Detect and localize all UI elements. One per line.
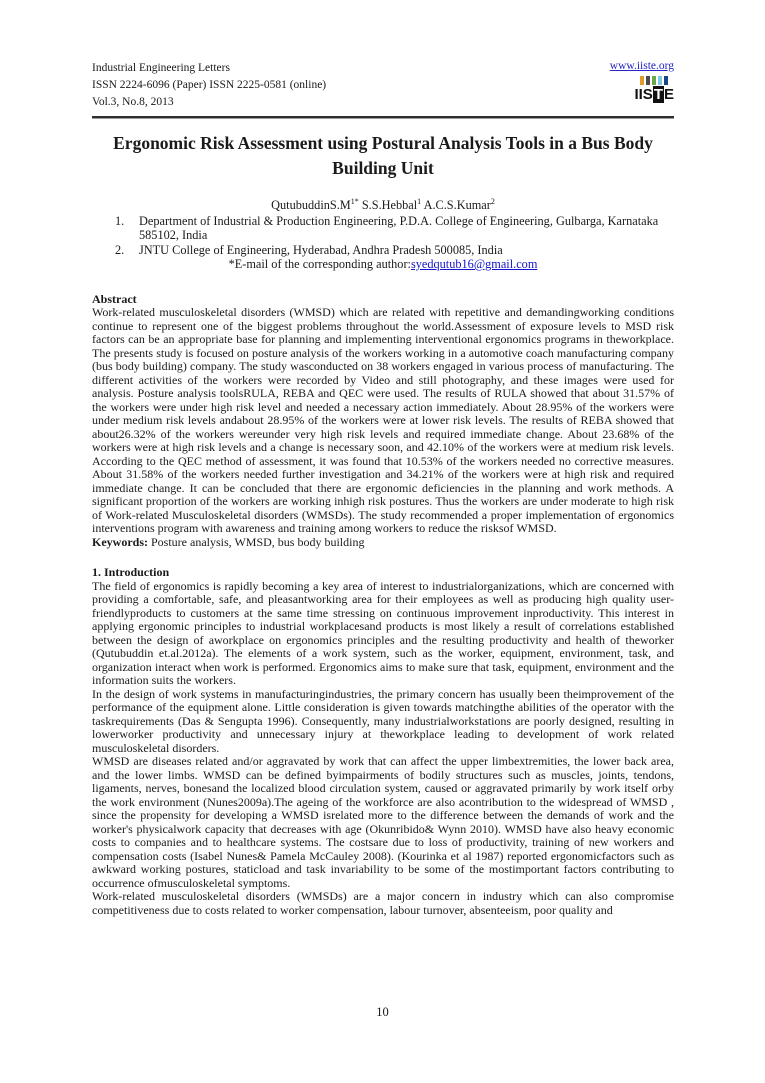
- affiliation-item-2: [92, 243, 674, 258]
- journal-name: Industrial Engineering Letters: [92, 62, 230, 74]
- keywords-label: Keywords:: [92, 534, 148, 549]
- authors-line: [92, 198, 674, 213]
- abstract-heading: Abstract: [92, 291, 137, 306]
- journal-header: [92, 60, 674, 111]
- intro-paragraph-4: Work-related musculoskeletal disorders (WMSDs) are a major concern in industry which can also compromise competitiveness due to costs related to worker compensation, labour turnover, absenteeism, poor quality and: [92, 889, 674, 917]
- keywords-line: [92, 536, 674, 550]
- iiste-logo-text: [634, 86, 674, 103]
- logo-text-mid: T: [653, 86, 663, 103]
- author-superscript-2: 1: [417, 196, 422, 206]
- issn-line: ISSN 2224-6096 (Paper) ISSN 2225-0581 (online): [92, 79, 327, 91]
- affiliation-item-1: [92, 214, 674, 243]
- corresponding-email-label: *E-mail of the corresponding author:: [228, 257, 411, 271]
- author-name-1: QutubuddinS.M: [271, 198, 351, 212]
- intro-paragraph-2: In the design of work systems in manufacturingindustries, the primary concern has usually been theimprovement of the performance of the equipment alone. Little consideration is given towards matchingthe abilities of the operator with the taskrequirements (Das & Sengupta 1996). Consequently, many industrialworkstations are poorly designed, resulting in lowerworker productivity and unnecessary injury at theworkplace leading to development of work related musculoskeletal disorders.: [92, 686, 674, 755]
- iiste-logo: [634, 75, 674, 104]
- header-divider: [92, 116, 674, 119]
- logo-text-right: E: [663, 86, 674, 103]
- paper-title: Ergonomic Risk Assessment using Postural Analysis Tools in a Bus Body Building Unit: [113, 133, 653, 178]
- affiliation-text-1: Department of Industrial & Production Engineering, P.D.A. College of Engineering, Gulbarga, Karnataka 585102, India: [139, 213, 659, 242]
- author-name-2: S.S.Hebbal: [358, 198, 418, 212]
- journal-branding: [610, 60, 674, 104]
- website-link[interactable]: www.iiste.org: [609, 60, 674, 72]
- introduction-heading: 1. Introduction: [92, 565, 170, 579]
- abstract-text: Work-related musculoskeletal disorders (WMSD) which are related with repetitive and demandingworking conditions continue to represent one of the biggest problems throughout the world.Assessment of exposure levels to MSD risk factors can be an appropriate base for planning and implementing interventional ergonomics programs in theworkplace. The presents study is focused on posture analysis of the workers working in a automotive coach manufacturing company (bus body building) company. The study wasconducted on 38 workers engaged in various process of manufacturing. The different activities of the workers were recorded by Video and still photography, and these images were used for analysis. Posture analysis toolsRULA, REBA and QEC were used. The results of RULA showed that about 31.57% of the workers were under high risk level and needed a necessary action immediately. About 28.95% of the workers were under medium risk levels andabout 28.95% of the workers were at lower risk levels. The results of REBA showed that about26.32% of the workers wereunder very high risk levels and required immediate change. About 23.68% of the workers were at high risk levels and a change is necessary soon, and 42.10% of the workers were at medium risk levels. According to the QEC method of assessment, it was found that 10.53% of the workers needed no corrective measures. About 31.58% of the workers needed further investigation and 34.21% of the workers were at high risk and required immediate change. It can be concluded that there are ergonomic deficiencies in the planning and work methods. A significant proportion of the workers are working inhigh risk postures. Thus the workers are under moderate to high risk of Work-related Musculoskeletal disorders (WMSDs). The study recommended a proper implementation of ergonomics interventions program with awareness and training among workers to reduce the risksof WMSD.: [92, 305, 674, 535]
- affiliation-number-1: 1.: [115, 213, 125, 228]
- intro-paragraph-1: The field of ergonomics is rapidly becoming a key area of interest to industrialorganizations, which are concerned with providing a comfortable, safe, and pleasantworking area for their employees as well as producing high quality user-friendlyproducts to customers at the same time stressing on continuous improvement inproductivity. This interest in applying ergonomic principles to industrial workplacesand products is most likely a result of correlations established between the design of aworkplace on ergonomics principles and the resulting productivity and health of theworker (Qutubuddin et.al.2012a). The elements of a work system, such as the worker, equipment, environment, task, and organization interact when work is performed. Ergonomics aims to make sure that task, equipment, environment and the information suits the workers.: [92, 578, 674, 687]
- corresponding-email-link[interactable]: syedqutub16@gmail.com: [410, 257, 538, 271]
- intro-paragraph-3: WMSD are diseases related and/or aggravated by work that can affect the upper limbextremities, the lower back area, and the lower limbs. WMSD can be defined byimpairments of bodily structures such as muscles, joints, tendons, ligaments, nerves, bonesand the localized blood circulation system, caused or aggravated primarily by work itself orby the work environment (Nunes2009a).The ageing of the workforce are also acontribution to the widespread of WMSD , since the propensity for developing a WMSD isrelated more to the difference between the demands of work and the worker's physicalwork capacity that decreases with age (Okunribido& Wynn 2010). WMSD have also heavy economic costs to companies and to healthcare systems. The costsare due to loss of productivity, training of new workers and compensation costs (Isabel Nunes& Pamela McCauley 2008). (Kourinka et al 1987) reported ergonomicfactors such as awkward working postures, staticload and task invariability to be some of the mostimportant factors contributing to occurrence ofmusculoskeletal symptoms.: [92, 754, 674, 890]
- journal-info: [92, 60, 326, 111]
- logo-text-left: IIS: [634, 86, 653, 103]
- logo-bars-icon: [634, 75, 674, 85]
- affiliation-list: [92, 214, 674, 258]
- volume-line: Vol.3, No.8, 2013: [92, 96, 174, 108]
- keywords-text: Posture analysis, WMSD, bus body building: [148, 534, 365, 549]
- affiliation-text-2: JNTU College of Engineering, Hyderabad, Andhra Pradesh 500085, India: [139, 242, 503, 257]
- page-number: 10: [376, 1005, 389, 1019]
- corresponding-email-line: [92, 257, 674, 272]
- author-superscript-1: 1*: [350, 196, 359, 206]
- author-name-3: A.C.S.Kumar: [421, 198, 491, 212]
- affiliation-number-2: 2.: [115, 242, 125, 257]
- author-superscript-3: 2: [490, 196, 495, 206]
